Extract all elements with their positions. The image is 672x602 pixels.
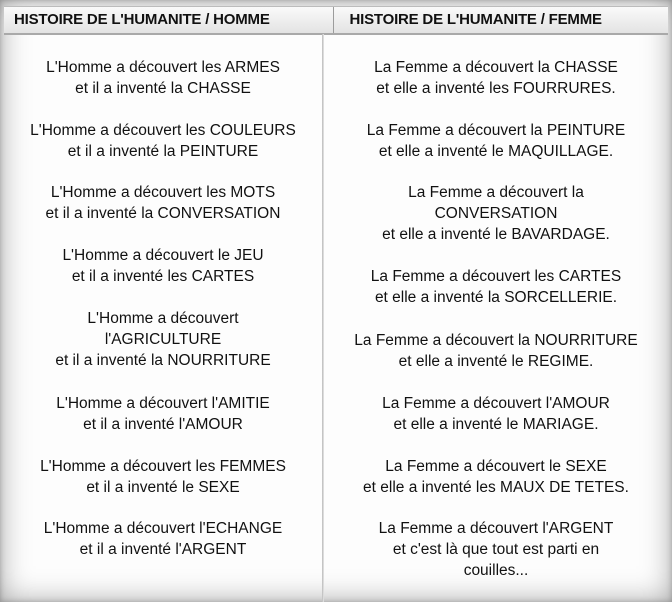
header-row [4,6,668,35]
homme-entry-agriculture: L'Homme a découvert l'AGRICULTURE et il a inventé la NOURRITURE [55,310,271,369]
column-femme [326,34,666,602]
homme-entry-femmes: L'Homme a découvert les FEMMES et il a inventé le SEXE [40,458,286,496]
femme-entry-conversation: La Femme a découvert la CONVERSATION et elle a inventé le BAVARDAGE. [382,184,610,243]
femme-entry-amour: La Femme a découvert l'AMOUR et elle a inventé le MARIAGE. [382,395,610,433]
homme-entry-echange: L'Homme a découvert l'ECHANGE et il a inventé l'ARGENT [43,520,283,558]
header-homme: HISTOIRE DE L'HUMANITE / HOMME [14,11,270,28]
homme-entry-couleurs: L'Homme a découvert les COULEURS et il a inventé la PEINTURE [30,122,296,160]
femme-entry-cartes: La Femme a découvert les CARTES et elle a inventé la SORCELLERIE. [370,268,622,306]
homme-entry-armes: L'Homme a découvert les ARMES et il a inventé la CHASSE [46,59,280,97]
column-homme [4,34,322,602]
column-divider [322,34,324,602]
femme-entry-peinture: La Femme a découvert la PEINTURE et elle a inventé le MAQUILLAGE. [366,122,626,160]
femme-entry-sexe: La Femme a découvert le SEXE et elle a inventé les MAUX DE TETES. [363,458,629,496]
homme-entry-jeu: L'Homme a découvert le JEU et il a inventé les CARTES [62,247,264,285]
femme-entry-nourriture: La Femme a découvert la NOURRITURE et elle a inventé le REGIME. [354,332,638,370]
homme-entry-amitie: L'Homme a découvert l'AMITIE et il a inventé l'AMOUR [56,395,270,433]
femme-entry-argent: La Femme a découvert l'ARGENT et c'est là que tout est parti en couilles... [378,520,614,579]
homme-entry-mots: L'Homme a découvert les MOTS et il a inventé la CONVERSATION [45,184,281,222]
header-femme: HISTOIRE DE L'HUMANITE / FEMME [333,7,669,33]
femme-entry-chasse: La Femme a découvert la CHASSE et elle a inventé les FOURRURES. [374,59,618,97]
